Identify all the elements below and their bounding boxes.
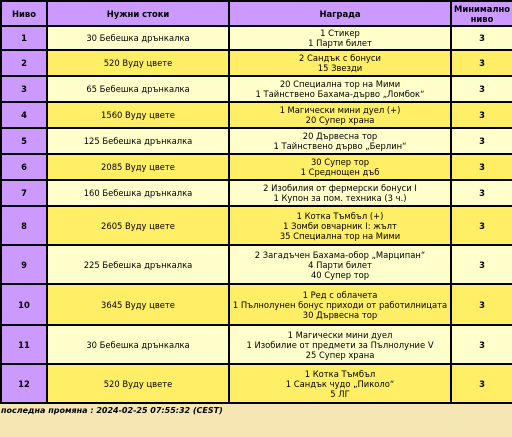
- min-level-cell: 3: [451, 76, 512, 102]
- required-goods-cell: 1560 Вуду цвете: [47, 102, 229, 128]
- table-row: [1, 128, 512, 154]
- reward-line: 1 Тайнствено Бахама-дърво „Ломбок“: [255, 89, 425, 99]
- reward-line: 1 Купон за пом. техника (3 ч.): [273, 193, 407, 203]
- table-row: [1, 102, 512, 128]
- table-row: [1, 284, 512, 325]
- reward-line: 1 Ред с облачета: [302, 289, 378, 300]
- reward-line: 2 Загадъчен Бахама-обор „Марципан“: [254, 249, 426, 260]
- header-row: [1, 1, 512, 26]
- reward-line: 2 Сандък с бонуси: [299, 53, 381, 63]
- required-goods-cell: 65 Бебешка дрънкалка: [47, 76, 229, 102]
- reward-cell: [229, 50, 451, 76]
- required-goods-cell: 30 Бебешка дрънкалка: [47, 325, 229, 364]
- level-cell: 6: [1, 154, 47, 180]
- level-cell: 8: [1, 206, 47, 245]
- reward-line: 20 Дървесна тор: [302, 131, 378, 141]
- required-goods-cell: 2085 Вуду цвете: [47, 154, 229, 180]
- reward-cell: [229, 180, 451, 206]
- min-level-cell: 3: [451, 50, 512, 76]
- level-cell: 4: [1, 102, 47, 128]
- table-body: [1, 26, 512, 403]
- min-level-cell: 3: [451, 284, 512, 325]
- reward-line: 1 Парти билет: [308, 38, 372, 48]
- required-goods-cell: 520 Вуду цвете: [47, 50, 229, 76]
- reward-cell: [229, 325, 451, 364]
- header-min-level: Минимално ниво: [451, 1, 512, 26]
- min-level-cell: 3: [451, 206, 512, 245]
- reward-cell: [229, 154, 451, 180]
- reward-line: 25 Супер храна: [305, 349, 375, 360]
- reward-cell: [229, 128, 451, 154]
- reward-line: 1 Тайнствено дърво „Берлин“: [273, 141, 407, 151]
- reward-line: 4 Парти билет: [308, 259, 372, 270]
- reward-cell: [229, 364, 451, 403]
- reward-line: 30 Супер тор: [310, 157, 370, 167]
- min-level-cell: 3: [451, 180, 512, 206]
- reward-line: 1 Сандък чудо „Пиколо“: [285, 378, 395, 389]
- min-level-cell: 3: [451, 26, 512, 50]
- reward-cell: [229, 26, 451, 50]
- min-level-cell: 3: [451, 364, 512, 403]
- reward-line: 20 Специална тор на Мими: [279, 79, 401, 89]
- last-modified: последна промяна : 2024-02-25 07:55:32 (CEST): [1, 406, 223, 415]
- reward-cell: [229, 245, 451, 284]
- required-goods-cell: 160 Бебешка дрънкалка: [47, 180, 229, 206]
- reward-line: 1 Котка Тъмбъл: [304, 368, 376, 379]
- required-goods-cell: 225 Бебешка дрънкалка: [47, 245, 229, 284]
- reward-line: 1 Среднощен дъб: [300, 167, 380, 177]
- table-row: [1, 245, 512, 284]
- reward-cell: [229, 76, 451, 102]
- level-cell: 3: [1, 76, 47, 102]
- table-row: [1, 364, 512, 403]
- table-row: [1, 206, 512, 245]
- header-reward: Награда: [229, 1, 451, 26]
- reward-line: 1 Пълнолунен бонус приходи от работилницата: [232, 299, 448, 310]
- header-level: Ниво: [1, 1, 47, 26]
- level-cell: 10: [1, 284, 47, 325]
- reward-line: 30 Дървесна тор: [302, 309, 378, 320]
- level-cell: 2: [1, 50, 47, 76]
- reward-line: 1 Стикер: [320, 28, 360, 38]
- min-level-cell: 3: [451, 325, 512, 364]
- level-cell: 9: [1, 245, 47, 284]
- table-row: [1, 154, 512, 180]
- min-level-cell: 3: [451, 102, 512, 128]
- reward-line: 1 Котка Тъмбъл (+): [296, 210, 384, 221]
- required-goods-cell: 125 Бебешка дрънкалка: [47, 128, 229, 154]
- level-cell: 1: [1, 26, 47, 50]
- level-cell: 7: [1, 180, 47, 206]
- table-row: [1, 76, 512, 102]
- reward-line: 5 ЛГ: [330, 388, 350, 399]
- required-goods-cell: 30 Бебешка дрънкалка: [47, 26, 229, 50]
- level-cell: 11: [1, 325, 47, 364]
- table-row: [1, 180, 512, 206]
- reward-cell: [229, 206, 451, 245]
- reward-line: 1 Магически мини дуел: [287, 329, 393, 340]
- table-row: [1, 50, 512, 76]
- min-level-cell: 3: [451, 154, 512, 180]
- reward-line: 40 Супер тор: [310, 269, 370, 280]
- header-required: Нужни стоки: [47, 1, 229, 26]
- reward-line: 20 Супер храна: [305, 115, 375, 125]
- reward-line: 35 Специална тор на Мими: [279, 230, 401, 241]
- min-level-cell: 3: [451, 245, 512, 284]
- table-row: [1, 26, 512, 50]
- level-cell: 12: [1, 364, 47, 403]
- table-row: [1, 325, 512, 364]
- reward-line: 2 Изобилия от фермерски бонуси I: [263, 183, 417, 193]
- reward-cell: [229, 284, 451, 325]
- level-cell: 5: [1, 128, 47, 154]
- reward-line: 1 Зомби овчарник I: жълт: [283, 220, 397, 231]
- required-goods-cell: 3645 Вуду цвете: [47, 284, 229, 325]
- required-goods-cell: 520 Вуду цвете: [47, 364, 229, 403]
- reward-cell: [229, 102, 451, 128]
- reward-line: 1 Изобилие от предмети за Пълнолуние V: [246, 339, 434, 350]
- reward-line: 1 Магически мини дуел (+): [279, 105, 401, 115]
- required-goods-cell: 2605 Вуду цвете: [47, 206, 229, 245]
- min-level-cell: 3: [451, 128, 512, 154]
- reward-line: 15 Звезди: [317, 63, 363, 73]
